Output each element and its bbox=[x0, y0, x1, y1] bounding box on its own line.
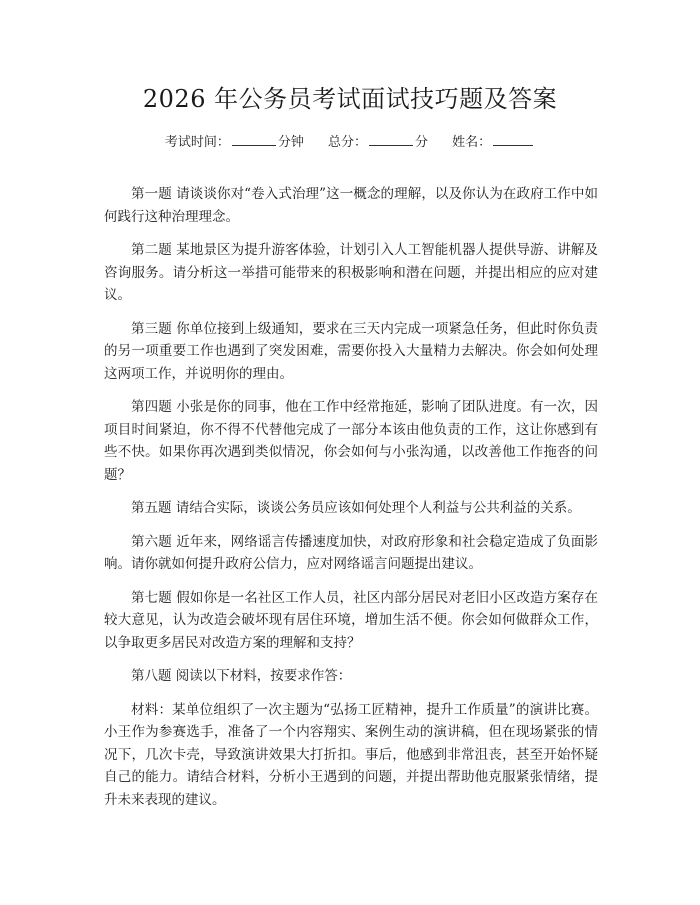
question-6: 第六题 近年来，网络谣言传播速度加快，对政府形象和社会稳定造成了负面影响。请你就如何提升政府公信力，应对网络谣言问题提出建议。 bbox=[104, 533, 598, 572]
question-3: 第三题 你单位接到上级通知，要求在三天内完成一项紧急任务，但此时你负责的另一项重要工作也遇到了突发困难，需要你投入大量精力去解决。你会如何处理这两项工作，并说明你的理由。 bbox=[104, 320, 598, 382]
question-2: 第二题 某地景区为提升游客体验，计划引入人工智能机器人提供导游、讲解及咨询服务。请分析这一举措可能带来的积极影响和潜在问题，并提出相应的应对建议。 bbox=[104, 242, 598, 303]
question-8-material: 材料：某单位组织了一次主题为“弘扬工匠精神，提升工作质量”的演讲比赛。小王作为参赛选手，准备了一个内容翔实、案例生动的演讲稿，但在现场紧张的情况下，几次卡壳，导致演讲效果大打折扣。事后，他感到非常沮丧，甚至开始怀疑自己的能力。请结合材料，分析小王遇到的问题，并提出帮助他克服紧张情绪，提升未来表现的建议。 bbox=[104, 701, 598, 808]
question-8: 第八题 阅读以下材料，按要求作答： bbox=[131, 668, 352, 684]
total-score-label: 总分： bbox=[327, 135, 367, 150]
name-blank bbox=[493, 131, 533, 146]
exam-time-label: 考试时间： bbox=[164, 135, 230, 150]
question-5: 第五题 请结合实际，谈谈公务员应该如何处理个人利益与公共利益的关系。 bbox=[131, 500, 581, 516]
exam-time-blank bbox=[232, 131, 276, 146]
exam-info-line bbox=[0, 131, 700, 153]
question-1: 第一题 请谈谈你对“卷入式治理”这一概念的理解，以及你认为在政府工作中如何践行这种治理理念。 bbox=[104, 186, 598, 225]
exam-time-unit: 分钟 bbox=[277, 135, 304, 150]
exam-time-field bbox=[165, 131, 304, 153]
question-list bbox=[104, 183, 598, 822]
document-title: 2026 年公务员考试面试技巧题及答案 bbox=[142, 85, 558, 113]
total-score-field bbox=[328, 131, 428, 153]
name-label: 姓名： bbox=[452, 135, 492, 150]
question-7: 第七题 假如你是一名社区工作人员，社区内部分居民对老旧小区改造方案存在较大意见，认为改造会破坏现有居住环境，增加生活不便。你会如何做群众工作，以争取更多居民对改造方案的理解和支持？ bbox=[104, 589, 598, 651]
question-4: 第四题 小张是你的同事，他在工作中经常拖延，影响了团队进度。有一次，因项目时间紧迫，你不得不代替他完成了一部分本该由他负责的工作，这让你感到有些不快。如果你再次遇到类似情况，你会如何与小张沟通，以改善他工作拖沓的问题？ bbox=[104, 399, 598, 483]
name-field bbox=[452, 131, 535, 153]
total-score-unit: 分 bbox=[415, 135, 429, 150]
total-score-blank bbox=[369, 131, 413, 146]
